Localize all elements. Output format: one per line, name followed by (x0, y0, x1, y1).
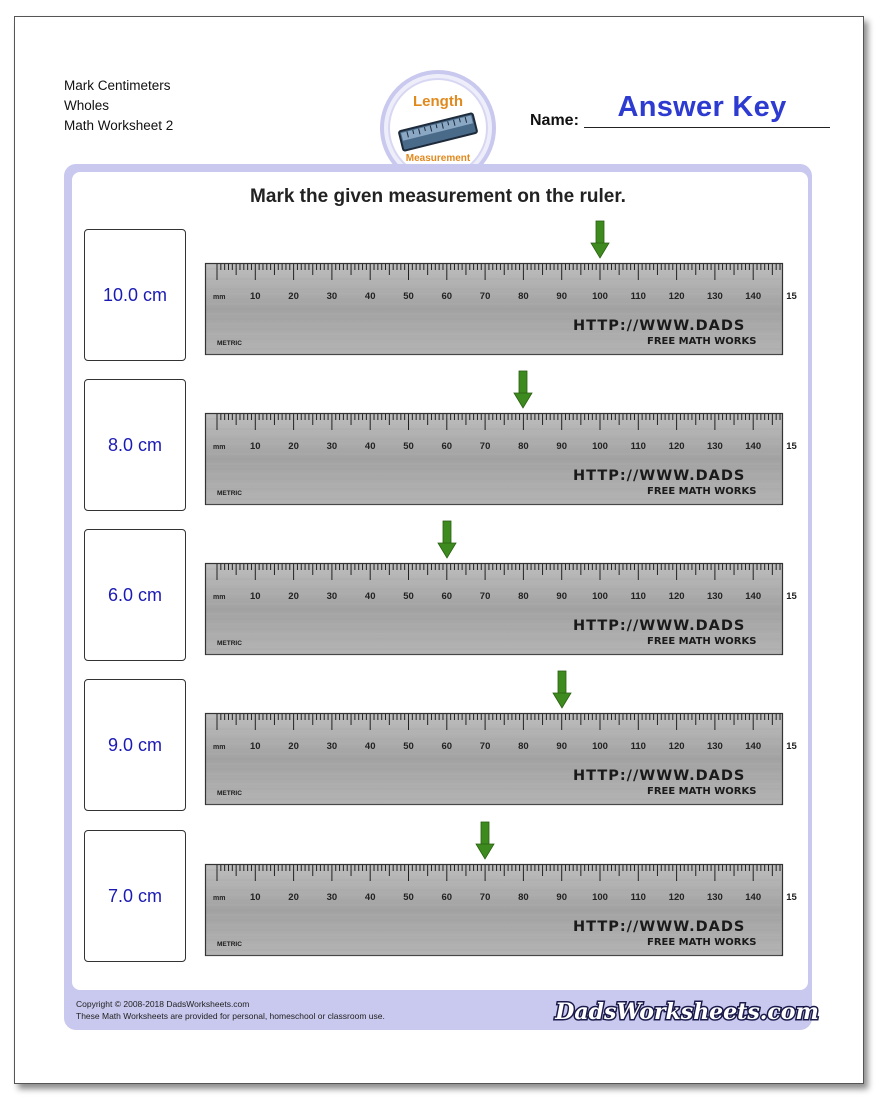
ruler-url-text: HTTP://WWW.DADS (573, 318, 746, 334)
answer-arrow-icon (591, 221, 609, 259)
ruler-tick-label: 130 (706, 892, 723, 903)
metric-ruler[interactable] (205, 413, 797, 505)
ruler-tick-label: 90 (556, 591, 567, 602)
ruler-tick-label: 50 (403, 892, 414, 903)
ruler-tick-label: 60 (441, 591, 453, 602)
ruler-tick-label: 100 (592, 892, 608, 903)
metric-ruler[interactable] (205, 563, 797, 655)
ruler-tick-label: 140 (745, 441, 762, 452)
logo-bottom-text: Measurement (405, 153, 471, 164)
ruler-tick-label: 110 (630, 741, 646, 752)
ruler-tick-label: 80 (518, 741, 529, 752)
ruler-tick-label: 10 (250, 892, 261, 903)
ruler-sub-text: FREE MATH WORKS (647, 486, 757, 497)
measurement-value: 9.0 cm (107, 734, 163, 755)
ruler-tick-label: 60 (441, 741, 453, 752)
ruler-unit-label: mm (213, 895, 226, 902)
ruler-tick-label: 10 (250, 291, 261, 302)
ruler-tick-label: 130 (706, 591, 723, 602)
answer-arrow-icon (553, 671, 571, 709)
ruler-sub-text: FREE MATH WORKS (647, 786, 757, 797)
answer-arrow-icon (514, 371, 532, 409)
measurement-box (84, 529, 186, 661)
measurement-value: 10.0 cm (102, 284, 168, 305)
ruler-metric-label: METRIC (217, 340, 242, 347)
ruler-tick-label: 70 (479, 441, 491, 452)
ruler-url-text: HTTP://WWW.DADS (573, 919, 746, 935)
ruler-tick-label: 120 (668, 591, 685, 602)
ruler-unit-label: mm (213, 294, 226, 301)
ruler-unit-label: mm (213, 444, 226, 451)
ruler-tick-label: 120 (668, 441, 685, 452)
measurement-box (84, 229, 186, 361)
ruler-tick-label: 20 (288, 892, 299, 903)
worksheet-subtopic: Wholes (64, 98, 110, 113)
ruler-tick-label: 130 (706, 291, 723, 302)
ruler-tick-label: 15 (786, 291, 797, 302)
ruler-tick-label: 70 (479, 591, 491, 602)
ruler-tick-label: 15 (786, 892, 797, 903)
answer-arrow-icon (438, 521, 456, 559)
ruler-tick-label: 100 (592, 441, 608, 452)
dadsworksheets-logo (555, 994, 819, 1028)
ruler-tick-label: 140 (745, 591, 762, 602)
ruler-tick-label: 30 (326, 741, 338, 752)
ruler-tick-label: 40 (364, 892, 376, 903)
ruler-tick-label: 60 (441, 291, 453, 302)
ruler-tick-label: 90 (556, 741, 567, 752)
measurement-value: 6.0 cm (107, 584, 163, 605)
ruler-tick-label: 110 (630, 892, 646, 903)
ruler-tick-label: 15 (786, 741, 797, 752)
ruler-tick-label: 100 (592, 741, 608, 752)
measurement-box (84, 379, 186, 511)
ruler-tick-label: 50 (403, 591, 414, 602)
ruler-tick-label: 20 (288, 291, 299, 302)
ruler-tick-label: 70 (479, 892, 491, 903)
ruler-tick-label: 40 (364, 591, 376, 602)
ruler-tick-label: 70 (479, 741, 491, 752)
ruler-tick-label: 70 (479, 291, 491, 302)
ruler-tick-label: 15 (786, 591, 797, 602)
ruler-tick-label: 20 (288, 441, 299, 452)
ruler-tick-label: 30 (326, 591, 338, 602)
ruler-metric-label: METRIC (217, 490, 242, 497)
metric-ruler[interactable] (205, 263, 797, 355)
copyright-text: Copyright © 2008-2018 DadsWorksheets.com (76, 999, 250, 1009)
ruler-tick-label: 90 (556, 441, 567, 452)
brand-text: DadsWorksheets.com (555, 999, 819, 1025)
ruler-tick-label: 40 (364, 741, 376, 752)
ruler-tick-label: 30 (326, 291, 338, 302)
ruler-unit-label: mm (213, 744, 226, 751)
ruler-tick-label: 10 (250, 741, 261, 752)
answer-key-title: Answer Key (617, 91, 787, 123)
ruler-tick-label: 80 (518, 591, 529, 602)
ruler-tick-label: 80 (518, 441, 529, 452)
ruler-metric-label: METRIC (217, 790, 242, 797)
ruler-tick-label: 80 (518, 892, 529, 903)
ruler-tick-label: 20 (288, 741, 299, 752)
measurement-value: 7.0 cm (107, 885, 163, 906)
ruler-tick-label: 30 (326, 892, 338, 903)
ruler-tick-label: 40 (364, 441, 376, 452)
ruler-url-text: HTTP://WWW.DADS (573, 468, 746, 484)
ruler-metric-label: METRIC (217, 640, 242, 647)
answer-arrow-icon (476, 822, 494, 860)
metric-ruler[interactable] (205, 713, 797, 805)
ruler-tick-label: 140 (745, 291, 762, 302)
ruler-tick-label: 100 (592, 591, 608, 602)
worksheet-header (64, 76, 173, 136)
ruler-tick-label: 20 (288, 591, 299, 602)
ruler-tick-label: 120 (668, 741, 685, 752)
ruler-sub-text: FREE MATH WORKS (647, 336, 757, 347)
ruler-tick-label: 90 (556, 291, 567, 302)
ruler-tick-label: 120 (668, 892, 685, 903)
ruler-url-text: HTTP://WWW.DADS (573, 768, 746, 784)
footer (76, 998, 385, 1022)
name-label: Name: (530, 112, 579, 129)
ruler-tick-label: 110 (630, 591, 646, 602)
measurement-box (84, 830, 186, 962)
ruler-tick-label: 10 (250, 591, 261, 602)
ruler-unit-label: mm (213, 594, 226, 601)
logo-top-text: Length (413, 93, 463, 110)
ruler-tick-label: 140 (745, 892, 762, 903)
ruler-sub-text: FREE MATH WORKS (647, 636, 757, 647)
measurement-box (84, 679, 186, 811)
ruler-tick-label: 130 (706, 741, 723, 752)
ruler-tick-label: 80 (518, 291, 529, 302)
ruler-tick-label: 30 (326, 441, 338, 452)
metric-ruler[interactable] (205, 864, 797, 956)
ruler-tick-label: 110 (630, 291, 646, 302)
instructions: Mark the given measurement on the ruler. (250, 186, 626, 207)
ruler-tick-label: 110 (630, 441, 646, 452)
ruler-url-text: HTTP://WWW.DADS (573, 618, 746, 634)
ruler-tick-label: 60 (441, 892, 453, 903)
ruler-tick-label: 120 (668, 291, 685, 302)
ruler-tick-label: 40 (364, 291, 376, 302)
measurement-value: 8.0 cm (107, 434, 163, 455)
ruler-tick-label: 15 (786, 441, 797, 452)
ruler-metric-label: METRIC (217, 941, 242, 948)
ruler-sub-text: FREE MATH WORKS (647, 937, 757, 948)
ruler-tick-label: 130 (706, 441, 723, 452)
usage-notice: These Math Worksheets are provided for personal, homeschool or classroom use. (76, 1011, 385, 1021)
ruler-tick-label: 60 (441, 441, 453, 452)
worksheet-topic: Mark Centimeters (64, 78, 171, 93)
ruler-tick-label: 90 (556, 892, 567, 903)
ruler-tick-label: 50 (403, 741, 414, 752)
ruler-tick-label: 140 (745, 741, 762, 752)
worksheet-number: Math Worksheet 2 (64, 118, 174, 133)
ruler-tick-label: 50 (403, 441, 414, 452)
name-line (584, 127, 830, 128)
ruler-tick-label: 50 (403, 291, 414, 302)
ruler-tick-label: 100 (592, 291, 608, 302)
ruler-tick-label: 10 (250, 441, 261, 452)
